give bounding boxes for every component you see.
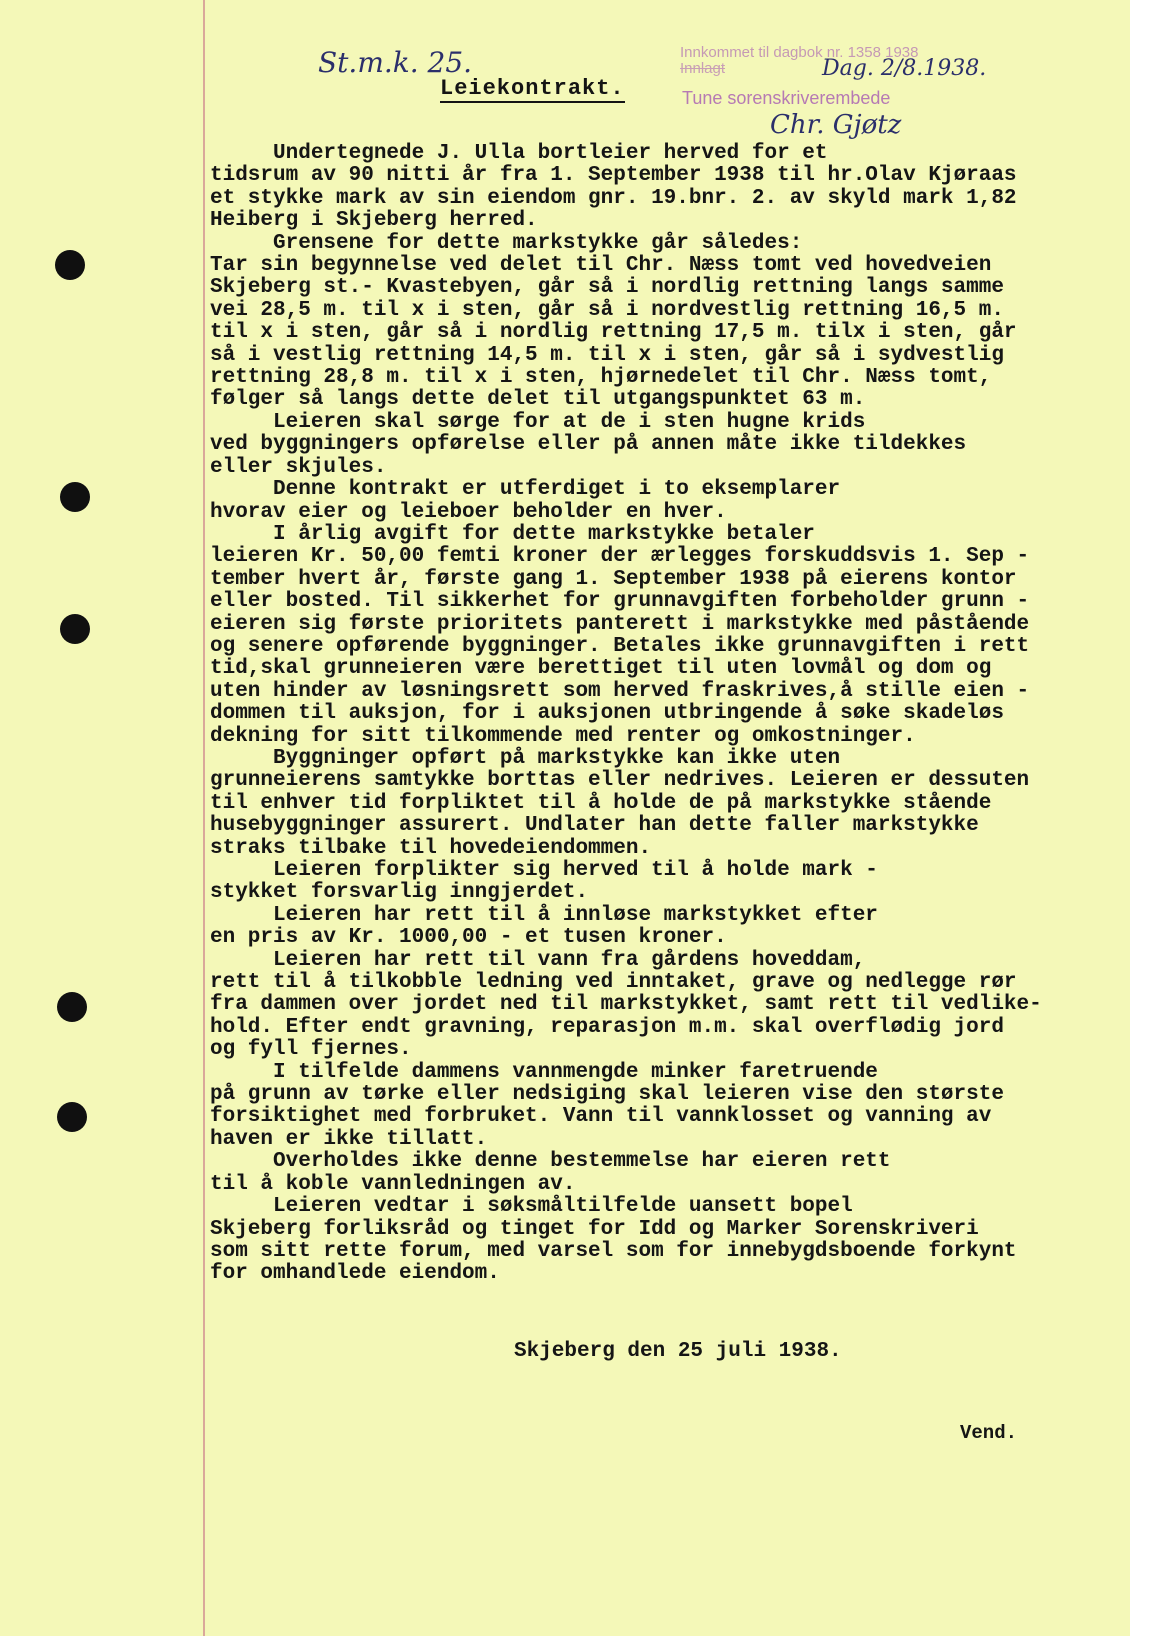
punch-hole	[57, 1102, 87, 1132]
contract-line: dommen til auksjon, for i auksjonen utbringende å søke skadeløs	[210, 702, 1004, 726]
contract-line: Leieren har rett til å innløse markstykket efter	[210, 903, 878, 927]
contract-line: hold. Efter endt gravning, reparasjon m.m. skal overflødig jord	[210, 1015, 1004, 1039]
contract-line: en pris av Kr. 1000,00 - et tusen kroner.	[210, 926, 727, 950]
contract-line: Skjeberg st.- Kvastebyen, går så i nordlig rettning langs samme	[210, 276, 1004, 300]
registry-stamp-received: Innlagt	[680, 60, 726, 77]
contract-line: leieren Kr. 50,00 femti kroner der ærlegges forskuddsvis 1. Sep -	[210, 545, 1030, 569]
contract-line: vei 28,5 m. til x i sten, går så i nordvestlig rettning 16,5 m.	[210, 298, 1004, 322]
contract-line: Denne kontrakt er utferdiget i to eksemplarer	[210, 478, 841, 502]
margin-note: St.m.k. 25.	[318, 46, 473, 79]
contract-line: tidsrum av 90 nitti år fra 1. September 1938 til hr.Olav Kjøraas	[210, 164, 1017, 188]
punch-hole	[55, 250, 85, 280]
contract-line: forsiktighet med forbruket. Vann til vannklosset og vanning av	[210, 1105, 992, 1129]
contract-line: rettning 28,8 m. til x i sten, hjørnedelet til Chr. Næss tomt,	[210, 366, 992, 390]
contract-line: grunneierens samtykke borttas eller nedrives. Leieren er dessuten	[210, 769, 1030, 793]
contract-line: så i vestlig rettning 14,5 m. til x i sten, går så i sydvestlig	[210, 343, 1004, 367]
contract-line: hvorav eier og leieboer beholder en hver.	[210, 500, 727, 524]
contract-line: Heiberg i Skjeberg herred.	[210, 209, 538, 233]
registry-stamp-line: Innkommet til dagbok nr. 1358 1938	[680, 44, 919, 61]
contract-line: til enhver tid forpliktet til å holde de på markstykke stående	[210, 791, 992, 815]
contract-line: Undertegnede J. Ulla bortleier herved for et	[210, 142, 828, 165]
contract-line: til x i sten, går så i nordlig rettning 17,5 m. tilx i sten, går	[210, 321, 1017, 345]
contract-line: Grensene for dette markstykke går således:	[210, 231, 803, 255]
contract-line: og fyll fjernes.	[210, 1038, 412, 1062]
handwritten-date: Dag. 2/8.1938.	[822, 56, 987, 81]
contract-line: uten hinder av løsningsrett som herved fraskrives,å stille eien -	[210, 679, 1030, 703]
contract-line: fra dammen over jordet ned til markstykket, samt rett til vedlike-	[210, 993, 1042, 1017]
contract-body	[210, 143, 1130, 1286]
punch-hole	[60, 614, 90, 644]
punch-hole	[57, 992, 87, 1022]
contract-line: og senere opførende byggninger. Betales ikke grunnavgiften i rett	[210, 634, 1030, 658]
contract-line: Leieren har rett til vann fra gårdens hoveddam,	[210, 948, 866, 972]
handwritten-signature: Chr. Gjøtz	[770, 110, 902, 140]
contract-line: Leieren skal sørge for at de i sten hugne krids	[210, 410, 866, 434]
punch-hole	[60, 482, 90, 512]
scan-edge	[1130, 0, 1150, 1636]
margin-rule	[203, 0, 205, 1636]
contract-line: Skjeberg forliksråd og tinget for Idd og Marker Sorenskriveri	[210, 1217, 979, 1241]
contract-line: et stykke mark av sin eiendom gnr. 19.bnr. 2. av skyld mark 1,82	[210, 186, 1017, 210]
contract-line: tember hvert år, første gang 1. September 1938 på eierens kontor	[210, 567, 1017, 591]
contract-line: til å koble vannledningen av.	[210, 1172, 576, 1196]
contract-line: eller skjules.	[210, 455, 387, 479]
contract-line: Leieren vedtar i søksmåltilfelde uansett bopel	[210, 1195, 853, 1219]
contract-line: ved byggningers opførelse eller på annen måte ikke tildekkes	[210, 433, 967, 457]
contract-line: husebyggninger assurert. Undlater han dette faller markstykke	[210, 814, 979, 838]
contract-line: I årlig avgift for dette markstykke betaler	[210, 522, 815, 546]
contract-line: Byggninger opført på markstykke kan ikke uten	[210, 746, 841, 770]
contract-line: følger så langs dette delet til utgangspunktet 63 m.	[210, 388, 866, 412]
contract-line: stykket forsvarlig inngjerdet.	[210, 881, 589, 905]
contract-line: Tar sin begynnelse ved delet til Chr. Næss tomt ved hovedveien	[210, 254, 992, 278]
document-title: Leiekontrakt.	[440, 76, 625, 101]
contract-line: dekning for sitt tilkommende med renter og omkostninger.	[210, 724, 916, 748]
contract-line: haven er ikke tillatt.	[210, 1127, 488, 1151]
registry-stamp-office: Tune sorenskriverembede	[682, 88, 891, 108]
turn-over-note: Vend.	[960, 1422, 1018, 1444]
contract-line: Overholdes ikke denne bestemmelse har eieren rett	[210, 1150, 891, 1174]
date-line: Skjeberg den 25 juli 1938.	[514, 1340, 842, 1363]
contract-line: eieren sig første prioritets panterett i markstykke med påstående	[210, 612, 1030, 636]
contract-line: Leieren forplikter sig herved til å holde mark -	[210, 859, 878, 882]
contract-line: som sitt rette forum, med varsel som for innebygdsboende forkynt	[210, 1239, 1017, 1263]
contract-line: straks tilbake til hovedeiendommen.	[210, 836, 652, 860]
contract-line: eller bosted. Til sikkerhet for grunnavgiften forbeholder grunn -	[210, 590, 1030, 614]
contract-line: for omhandlede eiendom.	[210, 1262, 500, 1286]
contract-line: I tilfelde dammens vannmengde minker faretruende	[210, 1060, 878, 1084]
contract-line: rett til å tilkobble ledning ved inntaket, grave og nedlegge rør	[210, 971, 1017, 995]
contract-line: på grunn av tørke eller nedsiging skal leieren vise den største	[210, 1083, 1004, 1107]
contract-line: tid,skal grunneieren være berettiget til uten lovmål og dom og	[210, 657, 992, 681]
